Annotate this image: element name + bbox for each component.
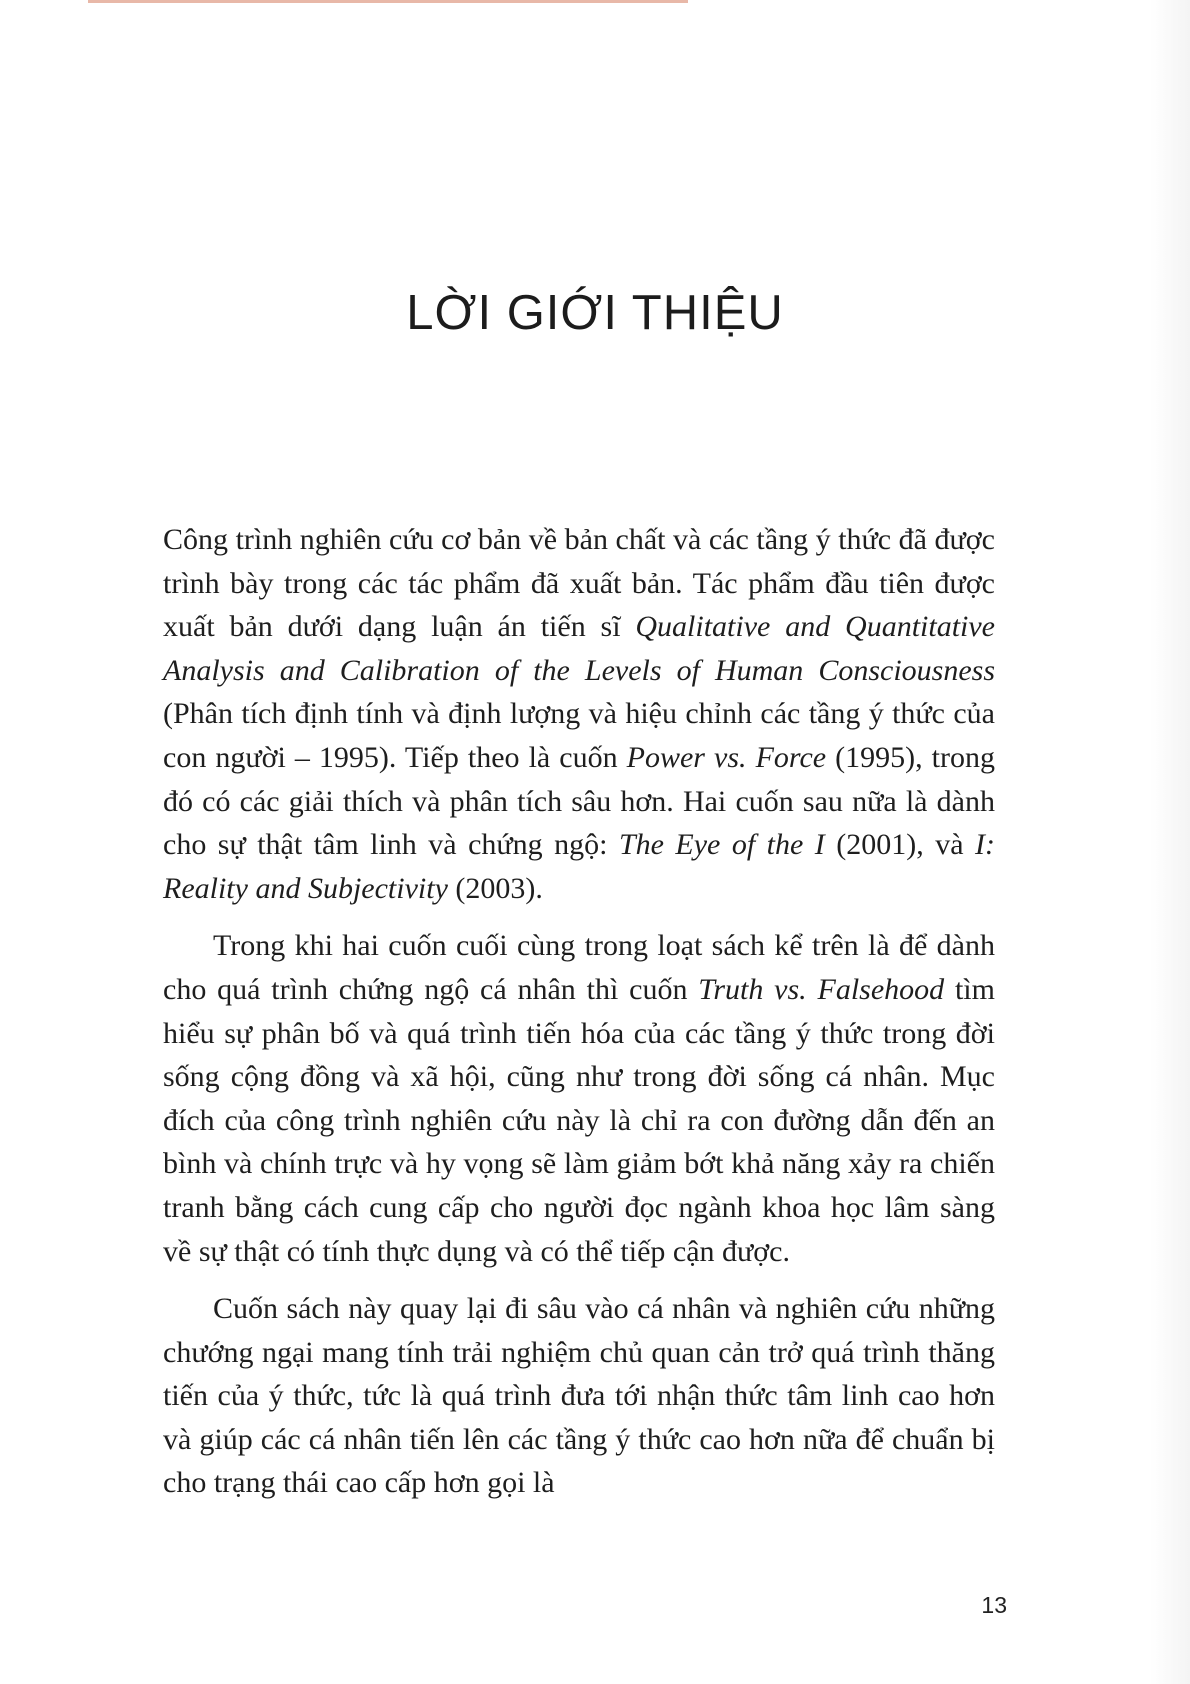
book-title-text: The Eye of the I [618,828,825,862]
paragraph-text: Trong khi hai cuốn cuối cùng trong loạt sách kể trên là để dành cho quá trình chứng ngộ cá nhân thì cuốn [163,929,995,1006]
paragraph [163,924,995,1273]
paragraph-text: Cuốn sách này quay lại đi sâu vào cá nhân và nghiên cứu những chướng ngại mang tính trải nghiệm chủ quan cản trở quá trình thăng tiến của ý thức, tức là quá trình đưa tới nhận thức tâm linh cao hơn và giúp các cá nhân tiến lên các tầng ý thức cao hơn nữa để chuẩn bị cho trạng thái cao cấp hơn gọi là [163,1292,995,1500]
paragraph-text: Công trình nghiên cứu cơ bản về bản chất và các tầng ý thức đã được trình bày trong các tác phẩm đã xuất bản. Tác phẩm đầu tiên được xuất bản dưới dạng luận án tiến sĩ [163,523,995,644]
page-number: 13 [981,1592,1007,1618]
book-title-text: Truth vs. Falsehood [698,972,945,1006]
paragraph-text: tìm hiểu sự phân bố và quá trình tiến hóa của các tầng ý thức trong đời sống cộng đồng và xã hội, cũng như trong đời sống cá nhân. Mục đích của công trình nghiên cứu này là chỉ ra con đường dẫn đến an bình và chính trực và hy vọng sẽ làm giảm bớt khả năng xảy ra chiến tranh bằng cách cung cấp cho người đọc ngành khoa học lâm sàng về sự thật có tính thực dụng và có thể tiếp cận được. [163,972,995,1268]
paragraph [163,518,995,910]
chapter-title: LỜI GIỚI THIỆU [406,286,784,340]
page-edge-shadow [1150,0,1190,1684]
body-text [163,518,995,1519]
paragraph-text: (1995), trong đó có các giải thích và phân tích sâu hơn. Hai cuốn sau nữa là dành cho sự thật tâm linh và chứng ngộ: [163,740,995,862]
book-title-text: Power vs. Force [626,740,827,774]
book-title-text: I: Reality and Subjectivity [163,828,995,905]
paragraph-text: (2003). [447,871,543,905]
top-edge-rule [88,0,688,3]
book-title-text: Qualitative and Quantitative Analysis and Calibration of the Levels of Human Consciousness [163,610,996,687]
paragraph-text: (Phân tích định tính và định lượng và hiệu chỉnh các tầng ý thức của con người – 1995). Tiếp theo là cuốn [163,697,995,774]
paragraph-text: (2001), và [824,828,976,862]
paragraph [163,1287,995,1505]
